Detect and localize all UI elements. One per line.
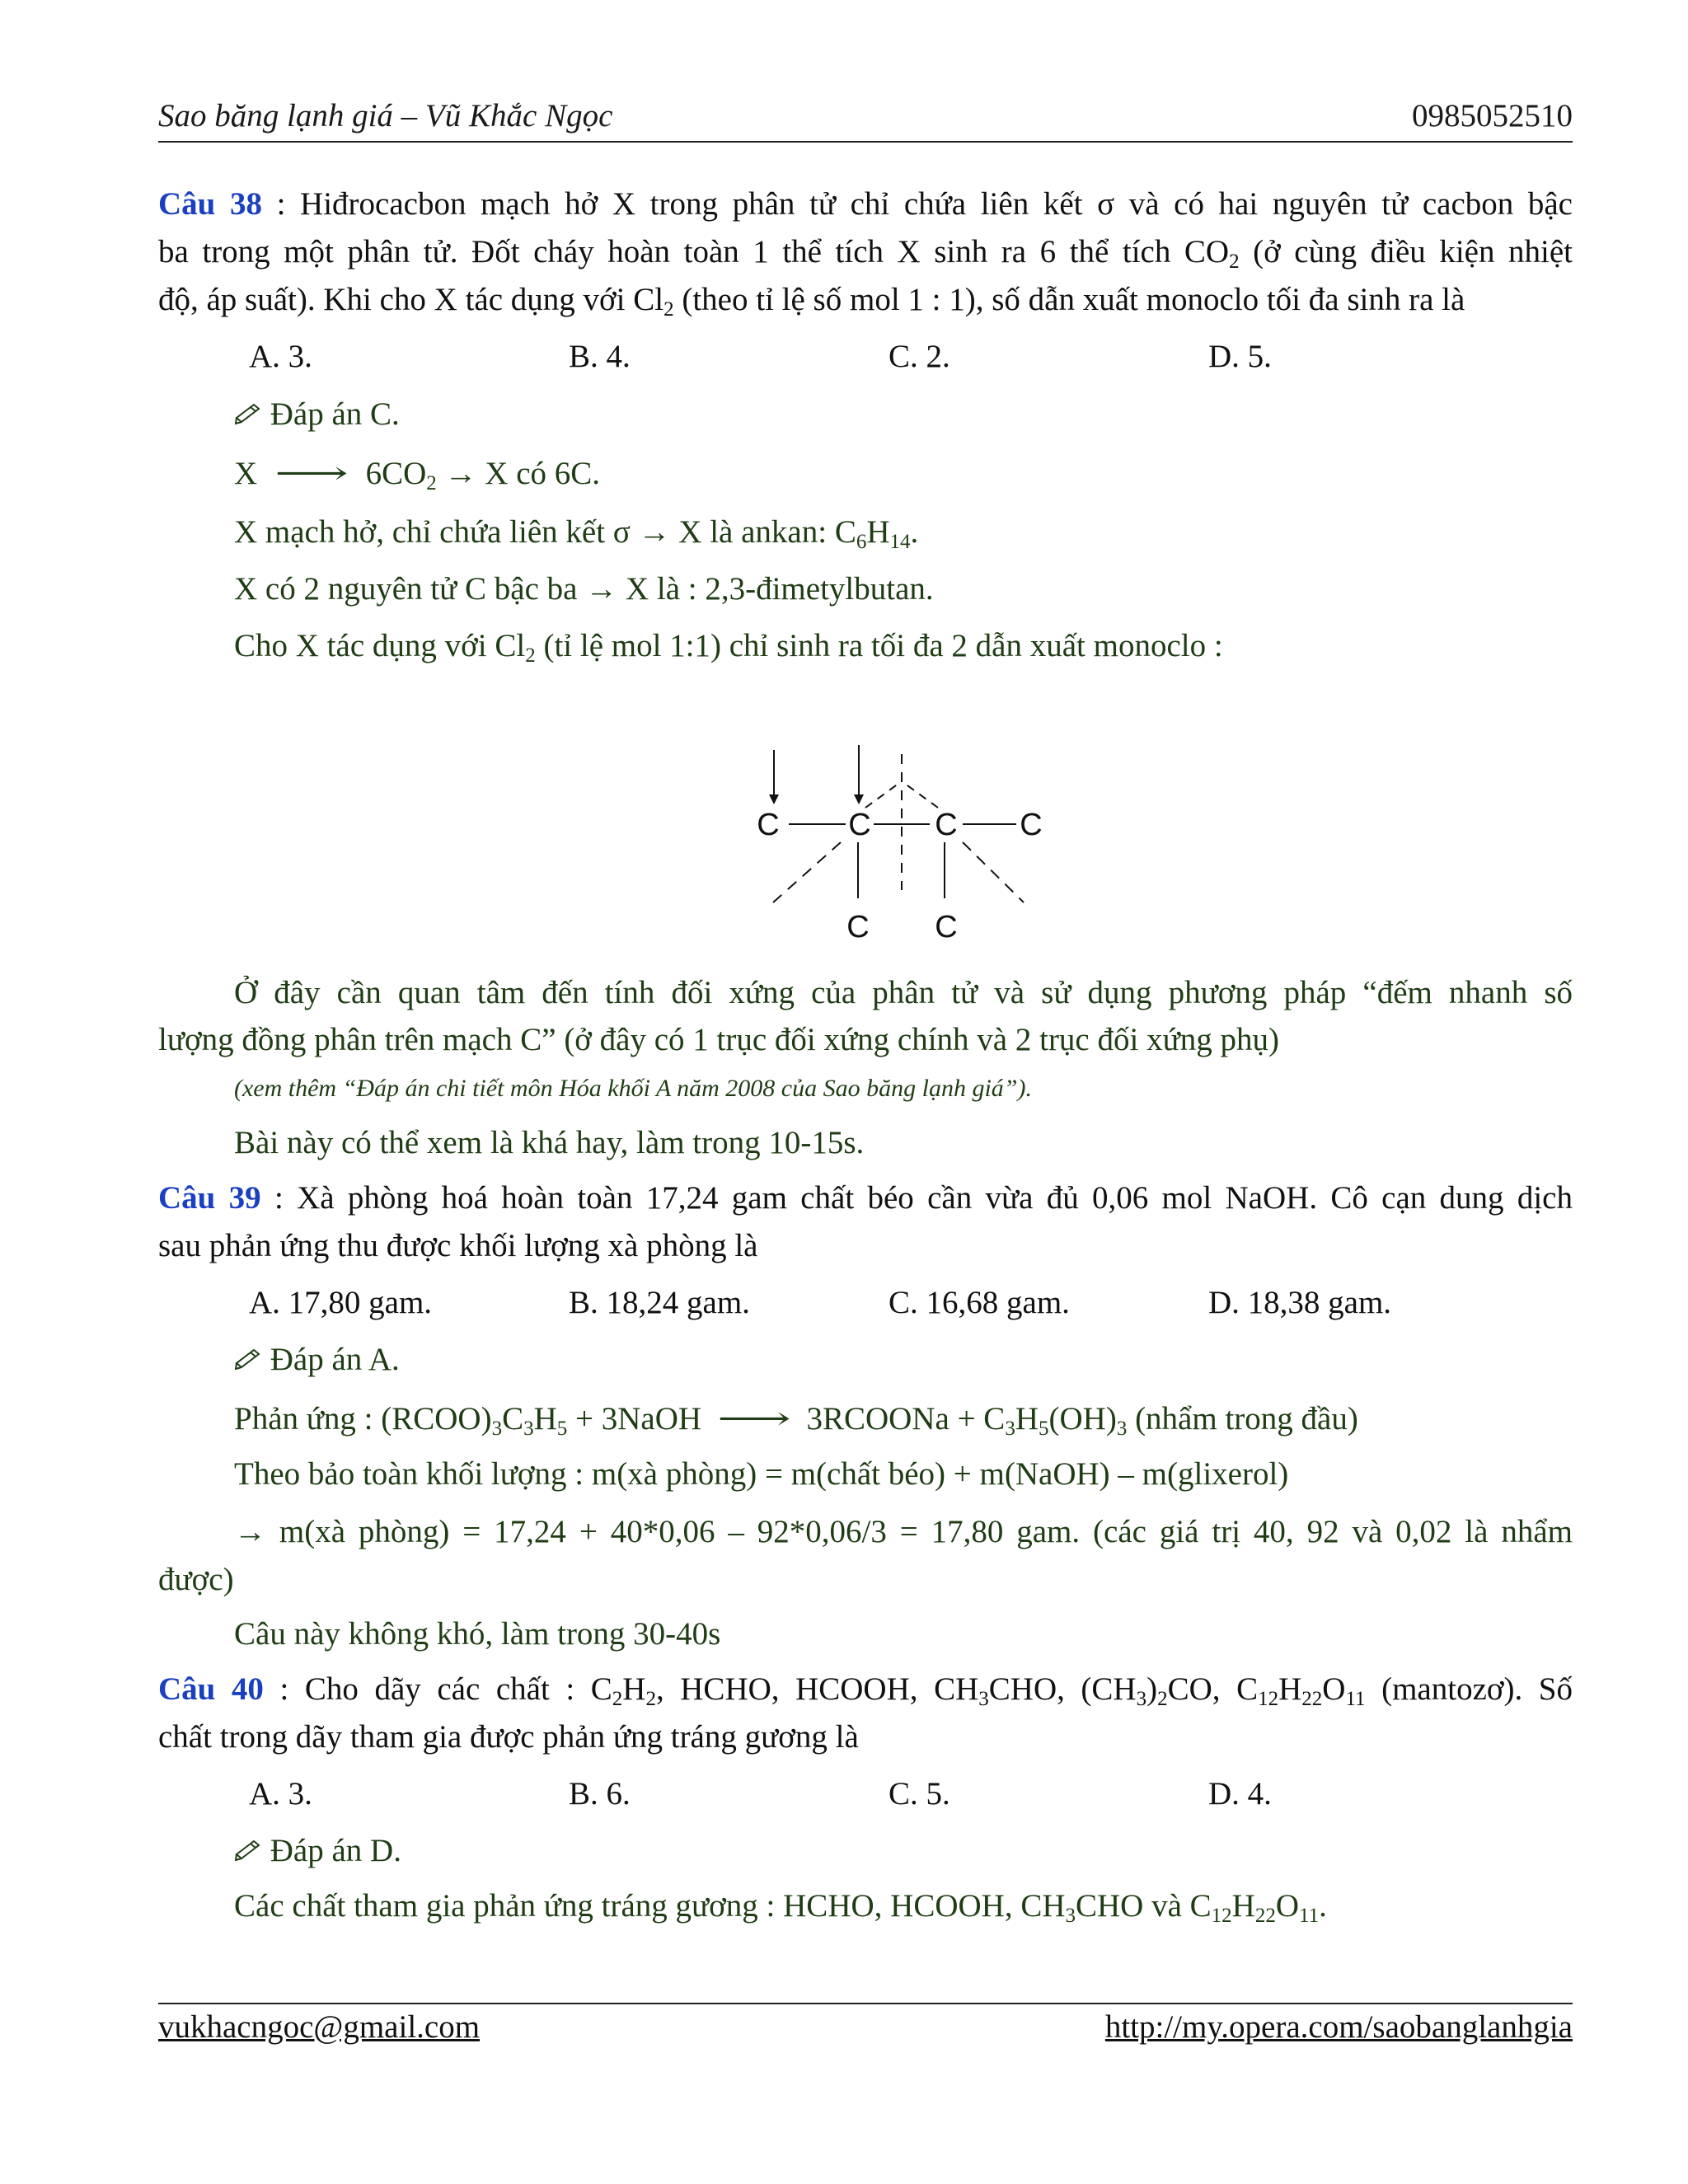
- q40-label: Câu 40: [158, 1671, 264, 1707]
- q38-label: Câu 38: [158, 186, 262, 222]
- q38-sol2-h: H: [866, 514, 890, 550]
- q40-s6: 22: [1254, 1905, 1276, 1927]
- footer-email-link[interactable]: vukhacngoc@gmail.com: [158, 2009, 481, 2045]
- q40-s1: Các chất tham gia phản ứng tráng gương : HCHO, HCOOH, CH: [234, 1888, 1066, 1924]
- atom-c4: C: [1020, 808, 1043, 842]
- q39-r15: (nhẩm trong đầu): [1127, 1401, 1358, 1436]
- q39-line-2: sau phản ứng thu được khối lượng xà phòng là: [158, 1228, 758, 1263]
- long-arrow-icon: ⟶: [717, 1401, 791, 1436]
- q39-r10: 3: [1005, 1418, 1015, 1440]
- q40-option-b: B. 6.: [569, 1776, 631, 1811]
- q39-text-1: Xà phòng hoá hoàn toàn 17,24 gam chất béo cần vừa đủ 0,06 mol NaOH. Cô cạn dung dịch: [297, 1180, 1573, 1216]
- q40-s8: 11: [1299, 1905, 1320, 1927]
- q39-option-a: A. 17,80 gam.: [249, 1285, 433, 1320]
- q38-remark: Bài này có thể xem là khá hay, làm trong 10-15s.: [234, 1125, 865, 1160]
- q39-r13: (OH): [1048, 1401, 1117, 1436]
- header-author: Sao băng lạnh giá – Vũ Khắc Ngọc: [158, 98, 613, 134]
- q40-l16: 11: [1345, 1688, 1366, 1710]
- q40-l14: 22: [1301, 1688, 1323, 1710]
- footer-website-link[interactable]: http://my.opera.com/saobanglanhgia: [1104, 2009, 1573, 2045]
- q38-option-b: B. 4.: [569, 339, 631, 374]
- q39-reaction: [234, 1401, 1358, 1440]
- q40-l3: H: [622, 1671, 646, 1707]
- q40-l15: O: [1322, 1671, 1346, 1707]
- q39-solution-4: được): [158, 1562, 234, 1597]
- q39-r12: 5: [1039, 1418, 1049, 1440]
- q40-l9: ): [1146, 1671, 1158, 1707]
- q39-r7: + 3NaOH: [567, 1401, 710, 1436]
- footer-divider: [158, 2003, 1573, 2004]
- q40-l8: 3: [1136, 1688, 1147, 1710]
- q38-sol1-co: 6CO: [365, 456, 427, 491]
- q38-text-2a: ba trong một phân tử. Đốt cháy hoàn toàn 1 thể tích X sinh ra 6 thể tích CO: [158, 234, 1230, 269]
- pencil-icon: [234, 1345, 262, 1370]
- q38-text-1: Hiđrocacbon mạch hở X trong phân tử chỉ chứa liên kết σ và có hai nguyên tử cacbon bậc: [300, 186, 1573, 222]
- q38-sol2-sub2: 14: [889, 531, 911, 553]
- q40-option-c: C. 5.: [889, 1776, 950, 1811]
- q38-line-1: [158, 188, 1573, 220]
- q39-r14: 3: [1116, 1418, 1128, 1440]
- q39-solution-3: → m(xà phòng) = 17,24 + 40*0,06 – 92*0,06/3 = 17,80 gam. (các giá trị 40, 92 và 0,02 là nhẩm: [234, 1514, 1573, 1549]
- q38-sol4-c: (tỉ lệ mol 1:1) chỉ sinh ra tối đa 2 dẫn xuất monoclo :: [535, 628, 1223, 663]
- atom-c6: C: [935, 910, 958, 944]
- q40-l5: , HCHO, HCOOH, CH: [655, 1671, 979, 1707]
- q40-l17: (mantozơ). Số: [1365, 1671, 1573, 1707]
- q38-line-3: [158, 282, 1465, 321]
- q38-sol4-sub: 2: [525, 644, 536, 667]
- q38-solution-2: [234, 514, 919, 553]
- q40-sep: :: [263, 1671, 305, 1707]
- q39-sep: :: [260, 1180, 298, 1216]
- q39-r9: 3RCOONa + C: [798, 1401, 1006, 1436]
- q39-r6: 5: [556, 1418, 568, 1440]
- molecule-diagram: [725, 725, 1055, 964]
- q40-l4: 2: [645, 1688, 656, 1710]
- long-arrow-icon: ⟶: [274, 456, 349, 491]
- q40-l10: 2: [1157, 1688, 1168, 1710]
- q39-option-d: D. 18,38 gam.: [1208, 1285, 1392, 1320]
- q38-sub-2: 2: [1229, 251, 1240, 273]
- q38-text-3a: độ, áp suất). Khi cho X tác dụng với Cl: [158, 282, 664, 317]
- q39-r11: H: [1015, 1401, 1039, 1436]
- header-divider: [158, 141, 1573, 143]
- atom-c3: C: [935, 808, 958, 842]
- atom-c2: C: [848, 808, 871, 842]
- q40-l6: 3: [978, 1688, 989, 1710]
- q38-sol2-a: X mạch hở, chỉ chứa liên kết σ → X là ankan: C: [234, 514, 856, 550]
- q40-line-1: [158, 1671, 1573, 1710]
- q39-label: Câu 39: [158, 1180, 261, 1216]
- q38-sol2-end: .: [910, 514, 919, 550]
- q38-note: (xem thêm “Đáp án chi tiết môn Hóa khối A năm 2008 của Sao băng lạnh giá”).: [234, 1075, 1032, 1102]
- q40-s2: 3: [1065, 1905, 1076, 1927]
- q40-solution: [234, 1888, 1327, 1927]
- q39-r1: Phản ứng : (RCOO): [234, 1401, 492, 1436]
- q38-sol1-sub: 2: [426, 472, 437, 494]
- q39-r5: H: [533, 1401, 557, 1436]
- q38-sub-3: 2: [663, 298, 674, 321]
- q40-s4: 12: [1211, 1905, 1232, 1927]
- header-phone: 0985052510: [1412, 98, 1573, 134]
- q38-comment-1: Ở đây cần quan tâm đến tính đối xứng của phân tử và sử dụng phương pháp “đếm nhanh số: [234, 975, 1573, 1010]
- q38-text-2c: (ở cùng điều kiện nhiệt: [1239, 234, 1573, 269]
- q40-line-2: chất trong dãy tham gia được phản ứng tráng gương là: [158, 1719, 859, 1755]
- atom-c5: C: [846, 910, 870, 944]
- q40-s5: H: [1231, 1888, 1255, 1924]
- q40-l13: H: [1278, 1671, 1302, 1707]
- q39-r3: C: [502, 1401, 524, 1436]
- q38-line-2: [158, 234, 1573, 273]
- q39-remark: Câu này không khó, làm trong 30-40s: [234, 1616, 721, 1652]
- q40-s9: .: [1319, 1888, 1327, 1924]
- q40-l12: 12: [1258, 1688, 1279, 1710]
- q38-solution-4: [234, 628, 1223, 667]
- q40-option-d: D. 4.: [1208, 1776, 1272, 1811]
- q40-l7: CHO, (CH: [988, 1671, 1137, 1707]
- q38-sol1-rest: → X có 6C.: [436, 456, 601, 491]
- q40-l1: Cho dãy các chất : C: [304, 1671, 612, 1707]
- q39-answer: [234, 1343, 400, 1376]
- q40-s7: O: [1275, 1888, 1300, 1924]
- q40-l2: 2: [612, 1688, 623, 1710]
- pencil-icon: [234, 1836, 262, 1861]
- q38-solution-3: X có 2 nguyên tử C bậc ba → X là : 2,3-đimetylbutan.: [234, 571, 934, 607]
- q38-answer: [234, 398, 400, 430]
- q38-option-a: A. 3.: [249, 339, 312, 374]
- atom-c1: C: [757, 808, 780, 842]
- q39-line-1: [158, 1182, 1573, 1214]
- q38-comment-2: lượng đồng phân trên mạch C” (ở đây có 1 trục đối xứng chính và 2 trục đối xứng phụ): [158, 1022, 1279, 1057]
- q38-text-3c: (theo tỉ lệ số mol 1 : 1), số dẫn xuất monoclo tối đa sinh ra là: [673, 282, 1465, 317]
- q38-sol1-x: X: [234, 456, 258, 491]
- q39-solution-2: Theo bảo toàn khối lượng : m(xà phòng) = m(chất béo) + m(NaOH) – m(glixerol): [234, 1456, 1289, 1492]
- pencil-icon: [234, 400, 262, 424]
- q39-answer-text: Đáp án A.: [270, 1342, 400, 1377]
- q38-answer-text: Đáp án C.: [270, 396, 400, 432]
- q39-r2: 3: [491, 1418, 503, 1440]
- q40-answer: [234, 1835, 401, 1867]
- q39-option-b: B. 18,24 gam.: [569, 1285, 750, 1320]
- q38-sol4-a: Cho X tác dụng với Cl: [234, 628, 526, 663]
- q38-sol2-sub1: 6: [856, 531, 867, 553]
- q38-option-d: D. 5.: [1208, 339, 1272, 374]
- q38-solution-1: [234, 456, 601, 494]
- q40-s3: CHO và C: [1076, 1888, 1212, 1924]
- q38-sep: :: [261, 186, 301, 222]
- q38-option-c: C. 2.: [889, 339, 950, 374]
- q40-option-a: A. 3.: [249, 1776, 312, 1811]
- q40-l11: CO, C: [1167, 1671, 1259, 1707]
- q39-r4: 3: [523, 1418, 534, 1440]
- q40-answer-text: Đáp án D.: [270, 1833, 401, 1868]
- q39-option-c: C. 16,68 gam.: [889, 1285, 1070, 1320]
